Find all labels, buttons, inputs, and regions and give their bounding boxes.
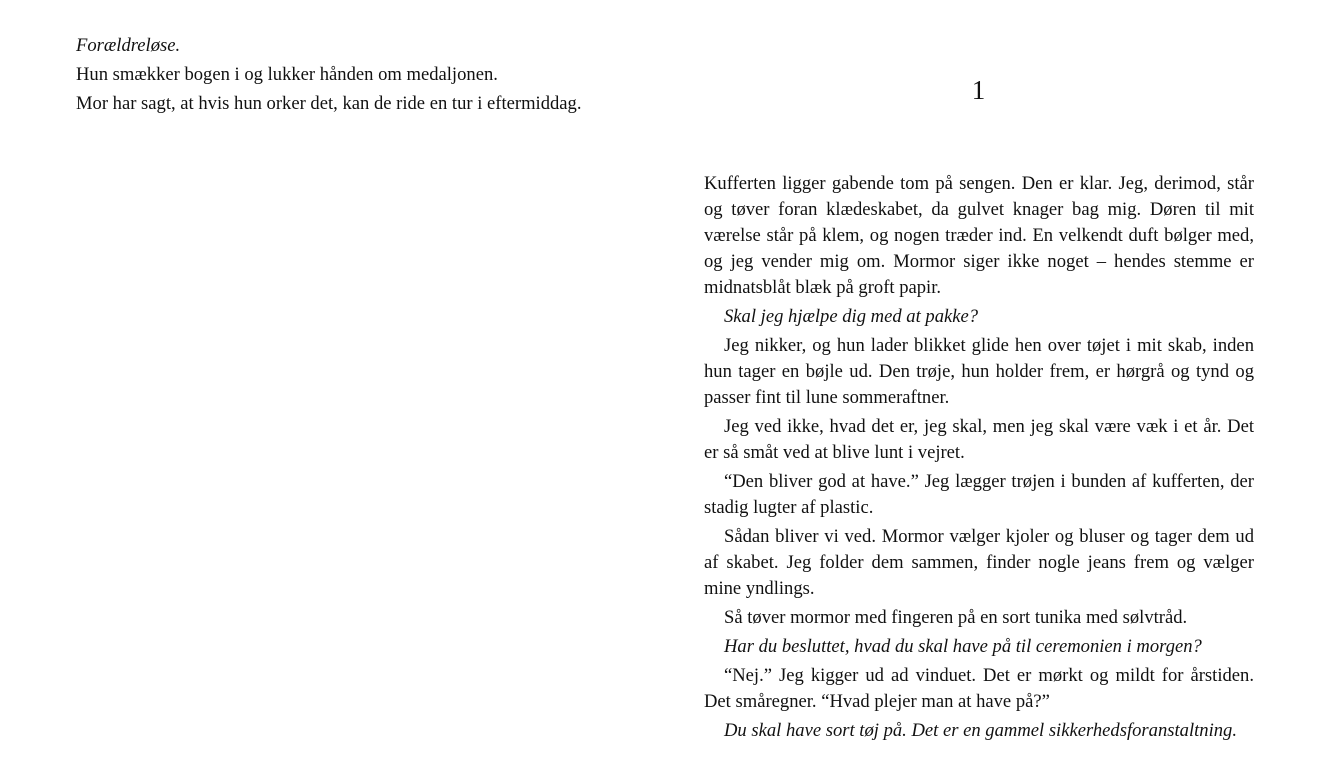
paragraph: Du skal have sort tøj på. Det er en gammel sikkerhedsforanstaltning.: [724, 720, 1237, 741]
left-page-text: [56, 33, 609, 120]
paragraph: Forældreløse.: [76, 35, 181, 56]
paragraph: Hun smækker bogen i og lukker hånden om medaljonen.: [76, 64, 498, 85]
chapter-number: 1: [971, 75, 986, 105]
paragraph: Mor har sagt, at hvis hun orker det, kan de ride en tur i eftermiddag.: [76, 93, 582, 114]
paragraph: Jeg ved ikke, hvad det er, jeg skal, men jeg skal være væk i et år. Det er så småt ved at blive lunt i vejret.: [704, 416, 1254, 463]
paragraph: “Nej.” Jeg kigger ud ad vinduet. Det er mørkt og mildt for årstiden. Det småregner. “Hvad plejer man at have på?”: [704, 665, 1254, 712]
paragraph: Skal jeg hjælpe dig med at pakke?: [724, 306, 979, 327]
right-page: [662, 0, 1325, 782]
paragraph: “Den bliver god at have.” Jeg lægger trøjen i bunden af kufferten, der stadig lugter af plastic.: [704, 471, 1254, 518]
paragraph: Har du besluttet, hvad du skal have på til ceremonien i morgen?: [724, 636, 1202, 657]
paragraph: Sådan bliver vi ved. Mormor vælger kjoler og bluser og tager dem ud af skabet. Jeg folder dem sammen, finder nogle jeans frem og vælger mine yndlings.: [704, 526, 1254, 599]
right-page-text: [704, 171, 1254, 747]
left-page: [0, 0, 662, 782]
paragraph: Så tøver mormor med fingeren på en sort tunika med sølvtråd.: [724, 607, 1188, 628]
paragraph: Kufferten ligger gabende tom på sengen. Den er klar. Jeg, derimod, står og tøver foran klædeskabet, da gulvet knager bag mig. Døren til mit værelse står på klem, og nogen træder ind. En velkendt duft bølger med, og jeg vender mig om. Mormor siger ikke noget – hendes stemme er midnatsblåt blæk på groft papir.: [704, 173, 1254, 298]
paragraph: Jeg nikker, og hun lader blikket glide hen over tøjet i mit skab, inden hun tager en bøjle ud. Den trøje, hun holder frem, er hørgrå og tynd og passer fint til lune sommeraftner.: [704, 335, 1254, 408]
